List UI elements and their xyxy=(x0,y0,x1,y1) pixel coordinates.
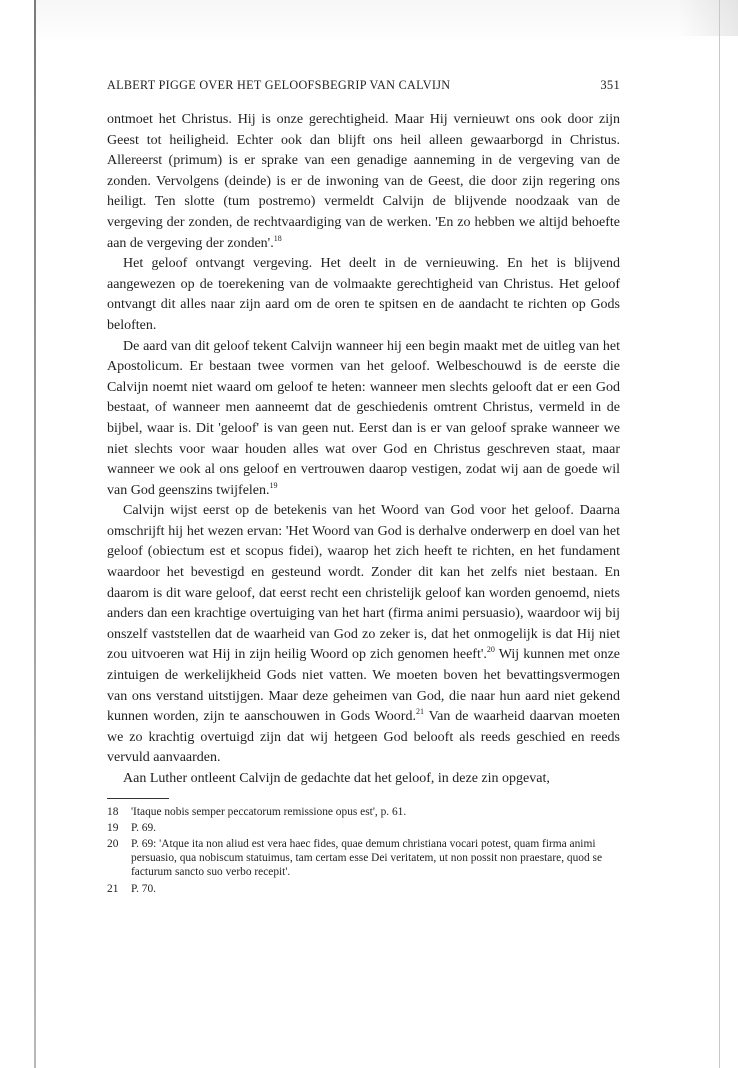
footnote-text: P. 70. xyxy=(131,882,157,895)
footnote-number: 20 xyxy=(107,838,119,850)
body-text xyxy=(107,110,620,790)
book-page xyxy=(107,78,620,898)
page-right-edge xyxy=(719,0,720,1068)
footnote-number: 21 xyxy=(107,882,119,895)
footnote xyxy=(107,882,620,896)
paragraph: ontmoet het Christus. Hij is onze gerechtigheid. Maar Hij vernieuwt ons ook door zijn Geest tot heiligheid. Echter ook dan blijft ons heil alleen gewaarborgd in Christus. Allereerst (primum) is er sprake van een genadige aanneming in de vergeving van de zonden. Vervolgens (deinde) is er de inwoning van de Geest, die door zijn regering ons heiligt. Ten slotte (tum postremo) vermeldt Calvijn de blijvende noodzaak van de vergeving der zonden, de rechtvaardiging van de werken. 'En zo hebben we altijd behoefte aan de vergeving der zonden'.$^{18}$ xyxy=(107,112,620,251)
page-binding-edge xyxy=(34,0,36,1068)
footnote-number: 19 xyxy=(107,821,119,834)
running-head xyxy=(107,78,620,94)
footnote-ref: 19 xyxy=(269,480,278,490)
paragraph: De aard van dit geloof tekent Calvijn wanneer hij een begin maakt met de uitleg van het Apostolicum. Er bestaan twee vormen van het geloof. Welbeschouwd is de eerste die Calvijn noemt niet waard om geloof te heten: wanneer men slechts gelooft dat er een God bestaat, of wanneer men aanneemt dat de geschiedenis omtrent Christus, vermeld in de bijbel, waar is. Dit 'geloof' is van geen nut. Eerst dan is er van geloof sprake wanneer we niet slechts voor waar houden alles wat over God en Christus geschreven staat, maar wanneer we ook al ons geloof en vertrouwen daarop vestigen, zodat wij aan de goede wil van God geenszins twijfelen.$^{19}$ xyxy=(107,338,620,498)
footnote xyxy=(107,821,620,835)
running-head-title: ALBERT PIGGE OVER HET GELOOFSBEGRIP VAN CALVIJN xyxy=(107,78,451,92)
footnote xyxy=(107,805,620,819)
footnote xyxy=(107,837,620,880)
footnote-text: P. 69. xyxy=(131,821,157,834)
footnote-ref: 18 xyxy=(273,233,282,243)
scan-shadow xyxy=(36,0,738,44)
page-number: 351 xyxy=(600,78,620,92)
footnote-divider xyxy=(107,798,169,799)
footnote-number: 18 xyxy=(107,805,119,818)
paragraph: Aan Luther ontleent Calvijn de gedachte dat het geloof, in deze zin opgevat, xyxy=(123,771,550,786)
footnote-text: P. 69: 'Atque ita non aliud est vera haec fides, quae demum christiana vocari potest, quam firma animi persuasio, qua nobiscum statuimus, tam certam esse Dei veritatem, ut non possit non praestare, quod se facturum sancto suo verbo recepit'. xyxy=(131,838,603,879)
paragraph: Het geloof ontvangt vergeving. Het deelt in de vernieuwing. En het is blijvend aangewezen op de toerekening van de volmaakte gerechtigheid van Christus. Het geloof ontvangt dit alles naar zijn aard om de oren te spitsen en de aandacht te richten op Gods beloften. xyxy=(107,256,620,333)
footnotes xyxy=(107,805,620,896)
paragraph: Calvijn wijst eerst op de betekenis van het Woord van God voor het geloof. Daarna omschrijft hij het wezen ervan: 'Het Woord van God is derhalve onderwerp en doel van het geloof (obiectum est et scopus fidei), waarop het zich heeft te richten, en het fundament waardoor het bevestigd en gesteund wordt. Zonder dit kan het zelfs niet bestaan. En daarom is dit ware geloof, dat eerst recht een christelijk geloof kan worden genoemd, niets anders dan een krachtige overtuiging van het hart (firma animi persuasio), waardoor wij bij onszelf vaststellen dat de waarheid van God zo zeker is, dat het onmogelijk is dat Hij niet zou uitvoeren wat Hij in zijn heilig Woord op zich genomen heeft'.$^{20}$ Wij kunnen met onze zintuigen de werkelijkheid Gods niet vatten. We moeten boven het bevattingsvermogen van ons verstand uitstijgen. Maar deze geheimen van God, die naar hun aard niet gekend kunnen worden, zijn te aanschouwen in Gods Woord.$^{21}$ Van de waarheid daarvan moeten we zo krachtig overtuigd zijn dat wij hetgeen God belooft als reeds geschied en reeds vervuld aanvaarden. xyxy=(107,503,621,766)
footnote-text: 'Itaque nobis semper peccatorum remissione opus est', p. 61. xyxy=(131,805,407,818)
footnote-ref: 21 xyxy=(415,707,424,717)
footnote-ref: 20 xyxy=(486,645,495,655)
scan-smudge xyxy=(678,0,738,36)
